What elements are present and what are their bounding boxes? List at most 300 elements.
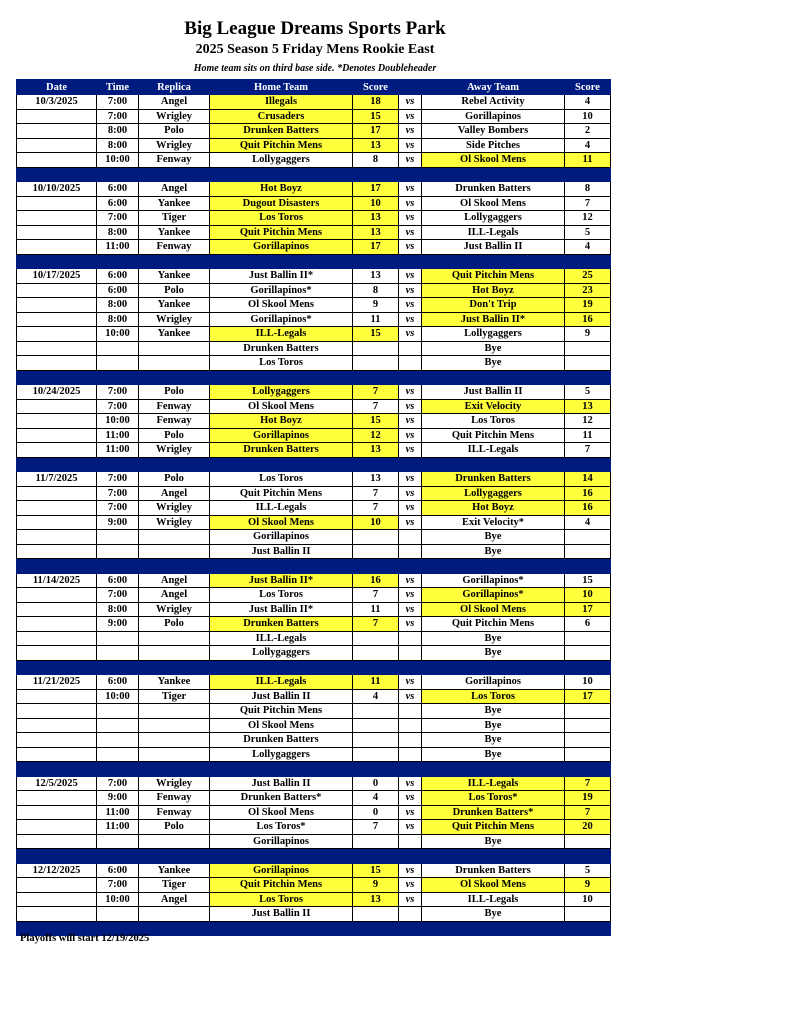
game-replica: Yankee	[139, 298, 210, 313]
away-team: Lollygaggers	[422, 327, 565, 342]
away-team: Ol Skool Mens	[422, 196, 565, 211]
separator-cell	[353, 849, 399, 864]
home-score	[353, 718, 399, 733]
game-time	[97, 631, 139, 646]
bye-row	[17, 834, 611, 849]
game-row	[17, 312, 611, 327]
game-time	[97, 733, 139, 748]
home-score	[353, 733, 399, 748]
away-team: Hot Boyz	[422, 283, 565, 298]
game-time: 10:00	[97, 689, 139, 704]
game-date	[17, 544, 97, 559]
separator-cell	[97, 762, 139, 777]
game-row	[17, 776, 611, 791]
away-score: 12	[565, 211, 611, 226]
game-replica: Tiger	[139, 211, 210, 226]
away-team: Quit Pitchin Mens	[422, 820, 565, 835]
schedule-note: Home team sits on third base side. *Denotes Doubleheader	[193, 63, 437, 74]
game-time: 8:00	[97, 138, 139, 153]
game-date	[17, 631, 97, 646]
separator-cell	[353, 370, 399, 385]
away-team: ILL-Legals	[422, 776, 565, 791]
away-team: Bye	[422, 747, 565, 762]
home-score: 17	[353, 240, 399, 255]
vs-label: vs	[399, 428, 422, 443]
game-replica: Polo	[139, 428, 210, 443]
game-replica: Wrigley	[139, 602, 210, 617]
home-team: Los Toros	[210, 472, 353, 487]
separator-cell	[97, 849, 139, 864]
separator-cell	[97, 559, 139, 574]
separator-cell	[139, 849, 210, 864]
game-date	[17, 298, 97, 313]
separator-cell	[399, 457, 422, 472]
separator-cell	[210, 849, 353, 864]
home-score: 4	[353, 791, 399, 806]
game-replica: Wrigley	[139, 312, 210, 327]
game-date	[17, 530, 97, 545]
away-score: 12	[565, 414, 611, 429]
away-team: Quit Pitchin Mens	[422, 269, 565, 284]
game-time: 8:00	[97, 602, 139, 617]
game-time	[97, 646, 139, 661]
game-row	[17, 472, 611, 487]
home-score: 8	[353, 283, 399, 298]
game-date	[17, 834, 97, 849]
separator-cell	[210, 457, 353, 472]
home-score: 16	[353, 573, 399, 588]
game-replica: Yankee	[139, 327, 210, 342]
away-team: Exit Velocity*	[422, 515, 565, 530]
separator-cell	[422, 457, 565, 472]
away-team: Bye	[422, 704, 565, 719]
away-score: 19	[565, 298, 611, 313]
away-team: Just Ballin II	[422, 385, 565, 400]
playoffs-note: Playoffs will start 12/19/2025	[20, 933, 150, 944]
separator-cell	[97, 167, 139, 182]
game-row	[17, 124, 611, 139]
home-score: 11	[353, 675, 399, 690]
game-time: 6:00	[97, 196, 139, 211]
game-date	[17, 283, 97, 298]
home-team: Gorillapinos	[210, 834, 353, 849]
header-vs	[399, 80, 422, 95]
game-row	[17, 791, 611, 806]
game-date: 11/7/2025	[17, 472, 97, 487]
away-team: Bye	[422, 733, 565, 748]
game-date	[17, 414, 97, 429]
away-team: Los Toros*	[422, 791, 565, 806]
vs-label: vs	[399, 501, 422, 516]
separator-cell	[97, 660, 139, 675]
home-team: Crusaders	[210, 109, 353, 124]
game-replica: Angel	[139, 486, 210, 501]
home-score	[353, 834, 399, 849]
home-score: 7	[353, 385, 399, 400]
away-team: Bye	[422, 530, 565, 545]
separator-cell	[565, 762, 611, 777]
vs-label: vs	[399, 573, 422, 588]
game-date	[17, 341, 97, 356]
game-row	[17, 588, 611, 603]
away-score	[565, 907, 611, 922]
separator-cell	[210, 762, 353, 777]
separator-cell	[565, 921, 611, 936]
home-score: 11	[353, 312, 399, 327]
game-row	[17, 892, 611, 907]
home-score: 13	[353, 269, 399, 284]
game-replica: Wrigley	[139, 138, 210, 153]
vs-label: vs	[399, 109, 422, 124]
vs-label: vs	[399, 472, 422, 487]
home-score: 10	[353, 515, 399, 530]
away-score: 4	[565, 138, 611, 153]
separator-cell	[422, 660, 565, 675]
home-score: 7	[353, 617, 399, 632]
game-date	[17, 892, 97, 907]
away-team: Bye	[422, 907, 565, 922]
vs-label	[399, 907, 422, 922]
game-time: 7:00	[97, 211, 139, 226]
vs-label	[399, 834, 422, 849]
bye-row	[17, 733, 611, 748]
vs-label	[399, 704, 422, 719]
home-team: Quit Pitchin Mens	[210, 878, 353, 893]
away-score: 17	[565, 602, 611, 617]
home-team: Lollygaggers	[210, 646, 353, 661]
separator-cell	[139, 370, 210, 385]
home-score: 12	[353, 428, 399, 443]
separator-cell	[139, 457, 210, 472]
game-replica: Yankee	[139, 269, 210, 284]
away-score	[565, 544, 611, 559]
home-team: ILL-Legals	[210, 501, 353, 516]
vs-label	[399, 646, 422, 661]
game-row	[17, 602, 611, 617]
separator-cell	[422, 370, 565, 385]
separator-cell	[353, 921, 399, 936]
vs-label: vs	[399, 240, 422, 255]
home-team: Gorillapinos*	[210, 312, 353, 327]
game-date	[17, 907, 97, 922]
game-replica: Angel	[139, 892, 210, 907]
home-team: Just Ballin II	[210, 544, 353, 559]
vs-label: vs	[399, 312, 422, 327]
home-score	[353, 356, 399, 371]
home-team: Quit Pitchin Mens	[210, 704, 353, 719]
home-score: 7	[353, 399, 399, 414]
game-date	[17, 109, 97, 124]
game-time: 7:00	[97, 472, 139, 487]
vs-label: vs	[399, 602, 422, 617]
game-date: 10/3/2025	[17, 95, 97, 110]
away-score: 15	[565, 573, 611, 588]
game-time: 6:00	[97, 863, 139, 878]
vs-label: vs	[399, 124, 422, 139]
away-team: Bye	[422, 646, 565, 661]
vs-label: vs	[399, 269, 422, 284]
game-row	[17, 211, 611, 226]
home-score	[353, 544, 399, 559]
vs-label: vs	[399, 196, 422, 211]
game-date	[17, 704, 97, 719]
game-date	[17, 428, 97, 443]
game-replica	[139, 747, 210, 762]
week-separator	[17, 167, 611, 182]
home-team: ILL-Legals	[210, 675, 353, 690]
week-separator	[17, 762, 611, 777]
separator-cell	[139, 762, 210, 777]
home-team: Gorillapinos	[210, 530, 353, 545]
separator-cell	[139, 559, 210, 574]
home-score: 15	[353, 327, 399, 342]
game-row	[17, 298, 611, 313]
game-date	[17, 486, 97, 501]
separator-cell	[17, 370, 97, 385]
vs-label: vs	[399, 385, 422, 400]
home-team: Just Ballin II*	[210, 573, 353, 588]
home-team: Quit Pitchin Mens	[210, 225, 353, 240]
vs-label: vs	[399, 863, 422, 878]
page-title: Big League Dreams Sports Park	[184, 18, 446, 39]
home-team: Los Toros*	[210, 820, 353, 835]
game-time: 10:00	[97, 892, 139, 907]
separator-cell	[565, 559, 611, 574]
game-replica: Wrigley	[139, 776, 210, 791]
home-team: Just Ballin II	[210, 776, 353, 791]
vs-label: vs	[399, 138, 422, 153]
game-row	[17, 820, 611, 835]
game-time: 7:00	[97, 588, 139, 603]
home-team: Drunken Batters	[210, 733, 353, 748]
home-score: 8	[353, 153, 399, 168]
game-time	[97, 341, 139, 356]
home-team: Just Ballin II	[210, 907, 353, 922]
away-team: Rebel Activity	[422, 95, 565, 110]
separator-cell	[399, 921, 422, 936]
bye-row	[17, 747, 611, 762]
game-time: 11:00	[97, 820, 139, 835]
week-separator	[17, 370, 611, 385]
home-score: 15	[353, 863, 399, 878]
vs-label: vs	[399, 805, 422, 820]
separator-cell	[97, 370, 139, 385]
home-score: 10	[353, 196, 399, 211]
header-replica: Replica	[139, 80, 210, 95]
vs-label: vs	[399, 791, 422, 806]
game-date	[17, 515, 97, 530]
separator-cell	[97, 457, 139, 472]
away-team: Gorillapinos*	[422, 588, 565, 603]
separator-cell	[353, 167, 399, 182]
separator-cell	[422, 254, 565, 269]
separator-cell	[353, 762, 399, 777]
game-time: 9:00	[97, 515, 139, 530]
bye-row	[17, 718, 611, 733]
vs-label: vs	[399, 443, 422, 458]
away-team: Drunken Batters	[422, 182, 565, 197]
game-replica	[139, 544, 210, 559]
home-team: Gorillapinos	[210, 428, 353, 443]
away-score: 16	[565, 501, 611, 516]
game-replica: Fenway	[139, 805, 210, 820]
away-score	[565, 341, 611, 356]
away-team: Los Toros	[422, 414, 565, 429]
away-score	[565, 356, 611, 371]
separator-cell	[139, 254, 210, 269]
vs-label	[399, 718, 422, 733]
vs-label: vs	[399, 153, 422, 168]
week-separator	[17, 849, 611, 864]
game-row	[17, 109, 611, 124]
game-date	[17, 689, 97, 704]
game-row	[17, 805, 611, 820]
home-team: Quit Pitchin Mens	[210, 486, 353, 501]
separator-cell	[353, 457, 399, 472]
game-row	[17, 327, 611, 342]
separator-cell	[565, 370, 611, 385]
separator-cell	[210, 559, 353, 574]
game-row	[17, 414, 611, 429]
game-date	[17, 327, 97, 342]
separator-cell	[399, 167, 422, 182]
separator-cell	[399, 254, 422, 269]
separator-cell	[210, 921, 353, 936]
game-replica	[139, 733, 210, 748]
game-date	[17, 124, 97, 139]
game-date	[17, 240, 97, 255]
away-score: 17	[565, 689, 611, 704]
home-score: 15	[353, 109, 399, 124]
away-score: 14	[565, 472, 611, 487]
vs-label: vs	[399, 283, 422, 298]
away-team: Exit Velocity	[422, 399, 565, 414]
away-score: 16	[565, 312, 611, 327]
separator-cell	[565, 849, 611, 864]
away-score: 20	[565, 820, 611, 835]
away-team: Bye	[422, 544, 565, 559]
away-score: 10	[565, 109, 611, 124]
separator-cell	[399, 370, 422, 385]
away-team: Ol Skool Mens	[422, 602, 565, 617]
home-score: 4	[353, 689, 399, 704]
game-replica: Polo	[139, 385, 210, 400]
away-team: Lollygaggers	[422, 211, 565, 226]
game-replica: Yankee	[139, 196, 210, 211]
game-date	[17, 443, 97, 458]
vs-label: vs	[399, 689, 422, 704]
bye-row	[17, 530, 611, 545]
vs-label: vs	[399, 486, 422, 501]
home-team: Drunken Batters	[210, 617, 353, 632]
game-row	[17, 863, 611, 878]
game-time: 10:00	[97, 414, 139, 429]
away-score: 5	[565, 863, 611, 878]
game-replica: Wrigley	[139, 109, 210, 124]
game-date	[17, 356, 97, 371]
game-time: 7:00	[97, 399, 139, 414]
home-score	[353, 530, 399, 545]
schedule-body	[17, 95, 611, 936]
vs-label: vs	[399, 515, 422, 530]
vs-label	[399, 530, 422, 545]
separator-cell	[97, 254, 139, 269]
game-time: 11:00	[97, 805, 139, 820]
home-team: Los Toros	[210, 588, 353, 603]
game-row	[17, 399, 611, 414]
home-score: 9	[353, 298, 399, 313]
bye-row	[17, 341, 611, 356]
vs-label: vs	[399, 211, 422, 226]
game-replica: Angel	[139, 182, 210, 197]
game-row	[17, 428, 611, 443]
home-score: 0	[353, 776, 399, 791]
home-team: Quit Pitchin Mens	[210, 138, 353, 153]
week-separator	[17, 254, 611, 269]
away-team: Quit Pitchin Mens	[422, 617, 565, 632]
vs-label: vs	[399, 588, 422, 603]
game-time: 7:00	[97, 501, 139, 516]
separator-cell	[17, 559, 97, 574]
home-team: Ol Skool Mens	[210, 399, 353, 414]
away-team: Hot Boyz	[422, 501, 565, 516]
home-score	[353, 747, 399, 762]
game-time: 8:00	[97, 225, 139, 240]
home-score: 11	[353, 602, 399, 617]
home-team: Drunken Batters	[210, 341, 353, 356]
home-team: Lollygaggers	[210, 747, 353, 762]
game-replica	[139, 718, 210, 733]
vs-label	[399, 747, 422, 762]
home-team: Los Toros	[210, 211, 353, 226]
game-row	[17, 269, 611, 284]
home-score: 13	[353, 225, 399, 240]
bye-row	[17, 631, 611, 646]
home-score: 9	[353, 878, 399, 893]
game-date: 11/21/2025	[17, 675, 97, 690]
away-team: Just Ballin II*	[422, 312, 565, 327]
game-replica: Angel	[139, 95, 210, 110]
away-score: 4	[565, 240, 611, 255]
away-score	[565, 646, 611, 661]
game-time	[97, 530, 139, 545]
home-team: Ol Skool Mens	[210, 298, 353, 313]
game-replica: Polo	[139, 617, 210, 632]
game-date: 12/5/2025	[17, 776, 97, 791]
game-time: 6:00	[97, 269, 139, 284]
away-team: Gorillapinos	[422, 109, 565, 124]
home-score: 18	[353, 95, 399, 110]
game-replica: Wrigley	[139, 501, 210, 516]
header-row	[17, 80, 611, 95]
game-time	[97, 834, 139, 849]
game-time	[97, 747, 139, 762]
away-score: 5	[565, 385, 611, 400]
away-score: 7	[565, 196, 611, 211]
separator-cell	[17, 457, 97, 472]
home-team: Lollygaggers	[210, 385, 353, 400]
vs-label: vs	[399, 225, 422, 240]
game-row	[17, 486, 611, 501]
away-score	[565, 733, 611, 748]
vs-label	[399, 341, 422, 356]
home-team: Ol Skool Mens	[210, 718, 353, 733]
away-score	[565, 834, 611, 849]
game-replica	[139, 834, 210, 849]
home-score: 15	[353, 414, 399, 429]
separator-cell	[399, 762, 422, 777]
home-team: Ol Skool Mens	[210, 515, 353, 530]
